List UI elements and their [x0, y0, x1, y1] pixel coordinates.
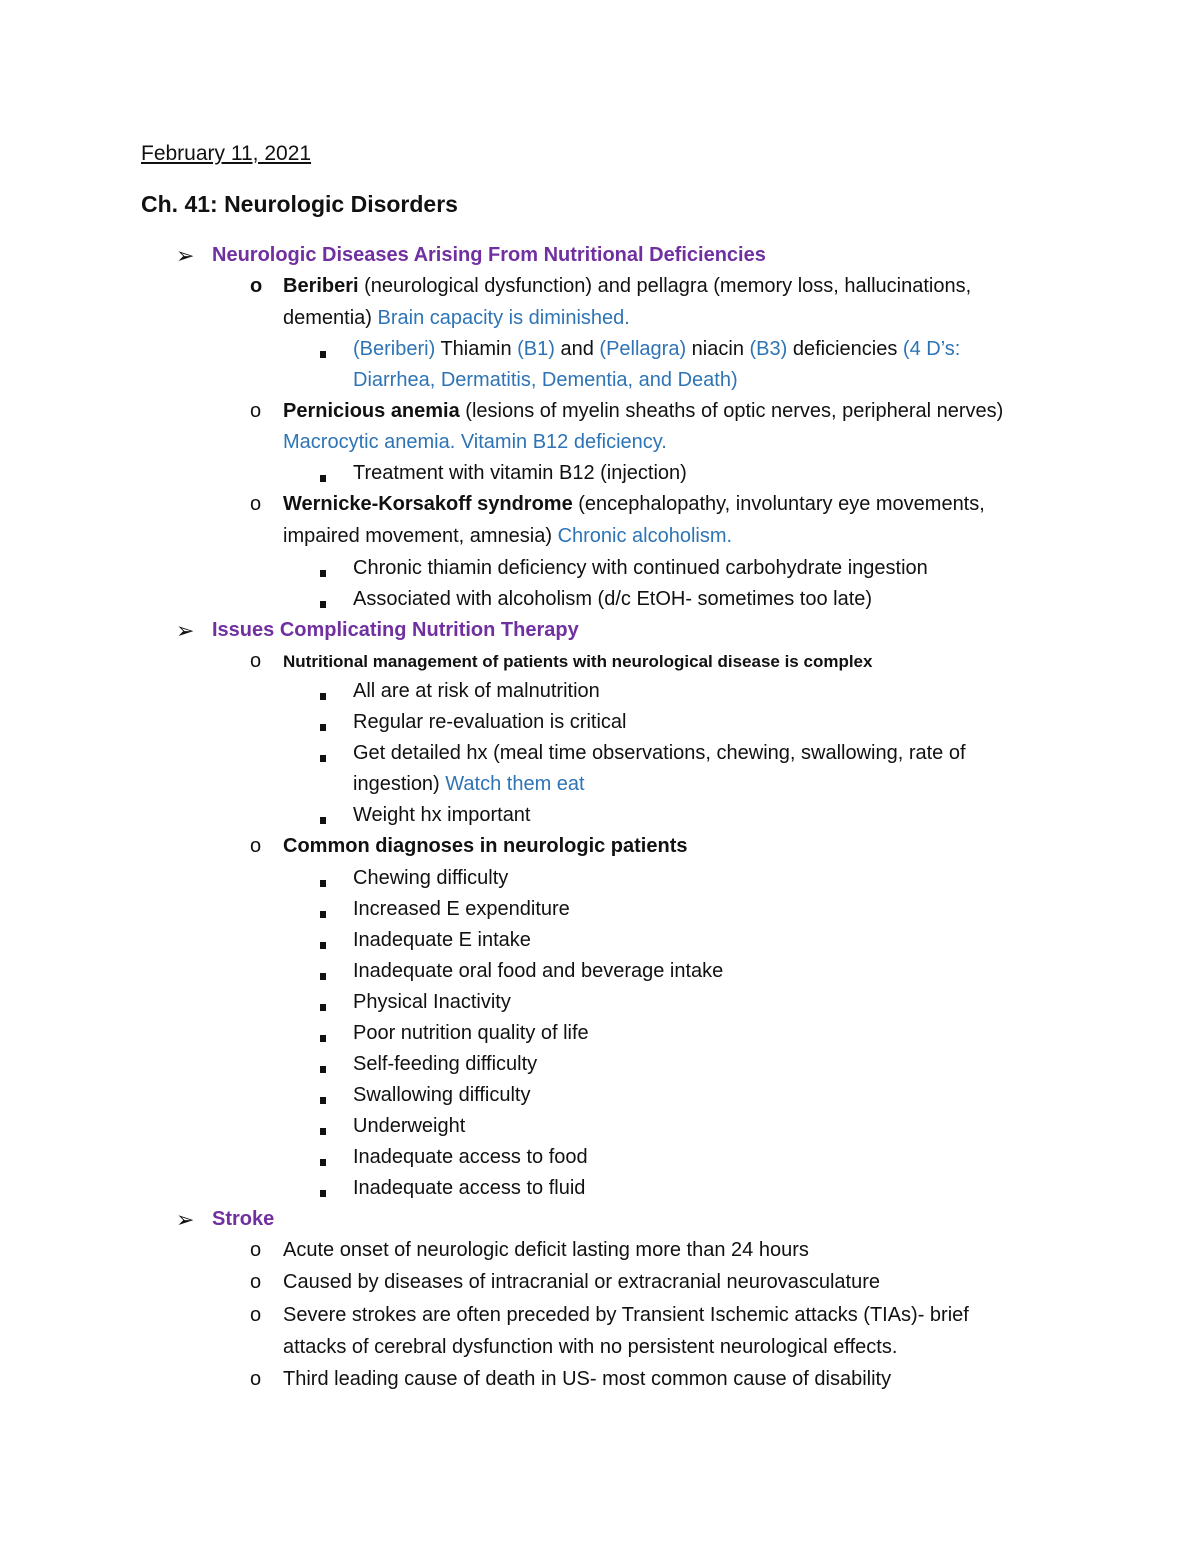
arrow-bullet-icon: ➢: [176, 1207, 195, 1232]
deficiencies-text: deficiencies: [787, 338, 903, 360]
wernicke-text-cont: impaired movement, amnesia): [283, 525, 558, 547]
beriberi-label: (Beriberi): [353, 338, 436, 360]
wernicke-term: Wernicke-Korsakoff syndrome: [283, 493, 573, 515]
pellagra-label: (Pellagra): [599, 338, 687, 360]
diagnosis-entry: Inadequate E intake: [353, 929, 531, 951]
section-heading-stroke: Stroke: [212, 1208, 275, 1230]
circle-bullet-icon: o: [250, 650, 262, 672]
circle-bullet-icon: o: [250, 835, 262, 857]
square-bullet-icon: [320, 936, 326, 954]
management-subitem: Regular re-evaluation is critical: [353, 711, 627, 733]
wernicke-note: Chronic alcoholism.: [557, 525, 733, 547]
wernicke-item: [283, 489, 985, 520]
four-ds-list: Diarrhea, Dermatitis, Dementia, and Death): [353, 369, 738, 391]
square-bullet-icon: [320, 718, 326, 736]
diagnosis-entry: Poor nutrition quality of life: [353, 1022, 589, 1044]
arrow-bullet-icon: ➢: [176, 618, 195, 643]
diagnosis-entry: Inadequate access to food: [353, 1146, 588, 1168]
b3-label: (B3): [749, 338, 788, 360]
wernicke-item-cont: [283, 521, 732, 552]
beriberi-term: Beriberi: [283, 275, 359, 297]
square-bullet-icon: [320, 1153, 326, 1171]
arrow-bullet-icon: ➢: [176, 243, 195, 268]
niacin-text: niacin: [686, 338, 750, 360]
beriberi-subitem: [353, 334, 960, 365]
diagnosis-entry: Inadequate access to fluid: [353, 1177, 586, 1199]
and-text: and: [554, 338, 600, 360]
chapter-title: Ch. 41: Neurologic Disorders: [141, 191, 458, 217]
pernicious-item: [283, 396, 1003, 427]
beriberi-text: (neurological dysfunction) and pellagra (memory loss, hallucinations,: [358, 275, 972, 297]
wernicke-text: (encephalopathy, involuntary eye movements,: [572, 493, 985, 515]
management-subitem-cont: [353, 769, 585, 800]
stroke-item: Acute onset of neurologic deficit lasting more than 24 hours: [283, 1239, 809, 1261]
square-bullet-icon: [320, 1122, 326, 1140]
square-bullet-icon: [320, 1060, 326, 1078]
pernicious-note: Macrocytic anemia. Vitamin B12 deficiency.: [283, 431, 667, 453]
beriberi-item-cont: [283, 303, 630, 334]
square-bullet-icon: [320, 595, 326, 613]
circle-bullet-icon: o: [250, 1239, 262, 1261]
square-bullet-icon: [320, 1091, 326, 1109]
square-bullet-icon: [320, 345, 326, 363]
diagnosis-entry: Chewing difficulty: [353, 867, 509, 889]
diagnosis-entry: Swallowing difficulty: [353, 1084, 531, 1106]
diagnosis-entry: Self-feeding difficulty: [353, 1053, 538, 1075]
circle-bullet-icon: o: [250, 275, 263, 297]
diagnosis-entry: Underweight: [353, 1115, 466, 1137]
square-bullet-icon: [320, 1184, 326, 1202]
circle-bullet-icon: o: [250, 493, 262, 515]
wernicke-subitem: Associated with alcoholism (d/c EtOH- sometimes too late): [353, 588, 873, 610]
section-heading-nutritional-deficiencies: Neurologic Diseases Arising From Nutritional Deficiencies: [212, 244, 766, 266]
watch-them-eat-note: Watch them eat: [445, 773, 585, 795]
square-bullet-icon: [320, 874, 326, 892]
diagnosis-entry: Physical Inactivity: [353, 991, 511, 1013]
management-item: Nutritional management of patients with neurological disease is complex: [283, 652, 873, 671]
stroke-item: Caused by diseases of intracranial or extracranial neurovasculature: [283, 1271, 880, 1293]
beriberi-text-cont: dementia): [283, 307, 378, 329]
circle-bullet-icon: o: [250, 1368, 262, 1390]
square-bullet-icon: [320, 564, 326, 582]
square-bullet-icon: [320, 749, 326, 767]
pernicious-term: Pernicious anemia: [283, 400, 460, 422]
diagnosis-entry: Inadequate oral food and beverage intake: [353, 960, 724, 982]
section-heading-nutrition-therapy: Issues Complicating Nutrition Therapy: [212, 619, 579, 641]
diagnosis-entry: Increased E expenditure: [353, 898, 570, 920]
beriberi-note: Brain capacity is diminished.: [377, 307, 630, 329]
square-bullet-icon: [320, 811, 326, 829]
stroke-item-cont: attacks of cerebral dysfunction with no persistent neurological effects.: [283, 1336, 898, 1358]
management-subitem: All are at risk of malnutrition: [353, 680, 600, 702]
circle-bullet-icon: o: [250, 1304, 262, 1326]
stroke-item: Severe strokes are often preceded by Transient Ischemic attacks (TIAs)- brief: [283, 1304, 969, 1326]
stroke-item: Third leading cause of death in US- most common cause of disability: [283, 1368, 892, 1390]
thiamin-text: Thiamin: [435, 338, 518, 360]
square-bullet-icon: [320, 967, 326, 985]
pernicious-text: (lesions of myelin sheaths of optic nerves, peripheral nerves): [459, 400, 1004, 422]
management-subitem: Weight hx important: [353, 804, 531, 826]
ingestion-text: ingestion): [353, 773, 446, 795]
square-bullet-icon: [320, 469, 326, 487]
b1-label: (B1): [517, 338, 555, 360]
square-bullet-icon: [320, 687, 326, 705]
circle-bullet-icon: o: [250, 400, 262, 422]
circle-bullet-icon: o: [250, 1271, 262, 1293]
management-subitem: Get detailed hx (meal time observations, chewing, swallowing, rate of: [353, 742, 966, 764]
pernicious-subitem: Treatment with vitamin B12 (injection): [353, 462, 687, 484]
square-bullet-icon: [320, 998, 326, 1016]
diagnoses-item: Common diagnoses in neurologic patients: [283, 835, 688, 857]
wernicke-subitem: Chronic thiamin deficiency with continued carbohydrate ingestion: [353, 557, 928, 579]
square-bullet-icon: [320, 905, 326, 923]
four-ds-label: (4 D’s:: [902, 338, 961, 360]
document-date: February 11, 2021: [141, 142, 312, 165]
beriberi-item: [283, 271, 971, 302]
square-bullet-icon: [320, 1029, 326, 1047]
